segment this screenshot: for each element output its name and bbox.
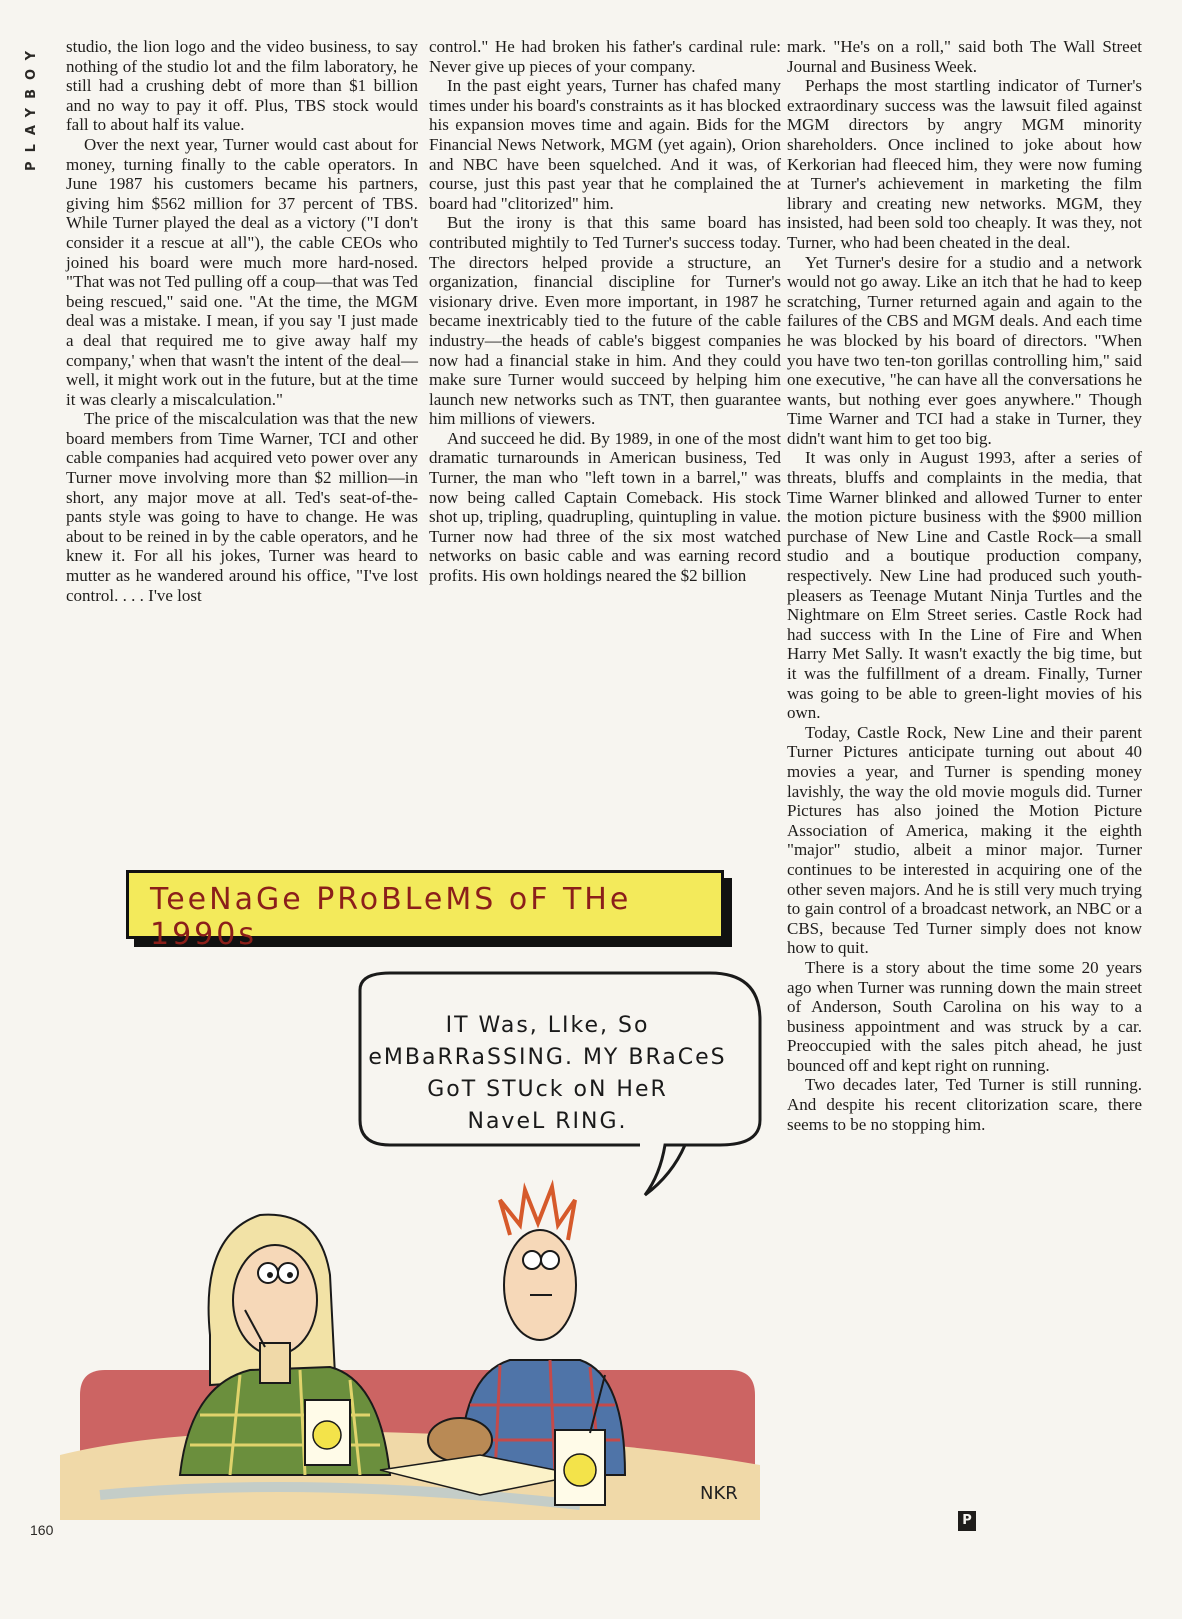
paragraph: But the irony is that this same board has contributed mightily to Ted Turner's success today. The directors helped provide a structure, an organization, financial discipline for Turner's visionary drive. Even more important, in 1987 he became inextricably tied to the future of the cable industry—the heads of cable's biggest companies now had a financial stake in him. And they could make sure Turner would succeed by helping him launch new networks such as TNT, then guarantee him millions of viewers. <box>429 213 781 429</box>
masthead-label: PLAYBOY <box>24 42 39 171</box>
speech-bubble-text <box>355 1010 740 1138</box>
cartoon-title: TeeNaGe PRoBLeMS oF THe 1990s <box>150 882 632 952</box>
article-column-2 <box>429 37 781 586</box>
cartoon <box>60 855 770 1520</box>
paragraph: The price of the miscalculation was that the new board members from Time Warner, TCI and other cable companies had acquired veto power over any Turner move involving more than $2 million—in short, any major move at all. Ted's seat-of-the-pants style was going to have to change. He was about to be reined in by the cable operators, and he knew it. For all his jokes, Turner was heard to mutter as he wandered around his office, "I've lost control. . . . I've lost <box>66 409 418 605</box>
speech-line: IT Was, LIke, So <box>445 1013 650 1038</box>
speech-line: eMBaRRaSSING. MY BRaCeS <box>368 1045 727 1070</box>
article-column-1 <box>66 37 418 605</box>
paragraph: And succeed he did. By 1989, in one of the most dramatic turnarounds in American business, Ted Turner, the man who "left town in a barrel," was now being called Captain Comeback. His stock shot up, tripling, quadrupling, quintupling in value. Turner now had three of the six most watched networks on basic cable and was earning record profits. His own holdings neared the $2 billion <box>429 428 781 586</box>
paragraph: mark. "He's on a roll," said both The Wall Street Journal and Business Week. <box>787 37 1142 76</box>
paragraph: There is a story about the time some 20 years ago when Turner was running down the main street of Anderson, South Carolina on his way to a business appointment and was struck by a car. Preoccupied with the sales pitch ahead, he just bounced off and kept right on running. <box>787 957 1142 1075</box>
article-column-3 <box>787 37 1142 1134</box>
paragraph: Today, Castle Rock, New Line and their parent Turner Pictures anticipate turning out about 40 movies a year, and Turner is spending money lavishly, the way the old movie moguls did. Turner Pictures has also joined the Motion Picture Association of America, making it the eighth "major" studio, albeit a minor major. Turner continues to be interested in acquiring one of the other seven majors. And he is still very much trying to gain control of a broadcast network, an NBC or a CBS, because Ted Turner simply does not know how to quit. <box>787 722 1142 958</box>
cartoon-illustration <box>60 855 770 1520</box>
page-number: 160 <box>30 1522 54 1538</box>
paragraph: Two decades later, Ted Turner is still running. And despite his recent clitorization scare, there seems to be no stopping him. <box>787 1075 1142 1134</box>
paragraph: It was only in August 1993, after a series of threats, bluffs and complaints in the media, that Time Warner blinked and allowed Turner to enter the motion picture business with the $900 million purchase of New Line and Castle Rock—a small studio and a boutique production company, respectively. New Line had produced such youth-pleasers as Teenage Mutant Ninja Turtles and the Nightmare on Elm Street series. Castle Rock had had success with In the Line of Fire and When Harry Met Sally. It wasn't exactly the big time, but it was the fulfillment of a dream. Finally, Turner was going to be able to green-light movies of his own. <box>787 448 1142 723</box>
paragraph: Perhaps the most startling indicator of Turner's extraordinary success was the lawsuit filed against MGM directors by angry MGM minority shareholders. Once inclined to joke about how Kerkorian had fleeced him, they were now fuming at Turner's achievement in marketing the film library and creating new networks. MGM, they insisted, had been sold too cheaply. It was they, not Turner, who had been cheated in the deal. <box>787 76 1142 252</box>
speech-line: NaveL RING. <box>467 1109 628 1134</box>
paragraph: In the past eight years, Turner has chafed many times under his board's constraints as it has blocked his expansion moves time and again. Bids for the Financial News Network, MGM (yet again), Orion and NBC have been squelched. And it was, of course, just this past year that he complained the board had "clitorized" him. <box>429 76 781 213</box>
paragraph: control." He had broken his father's cardinal rule: Never give up pieces of your company. <box>429 37 781 76</box>
paragraph: studio, the lion logo and the video business, to say nothing of the studio lot and the film laboratory, he still had a crushing debt of more than $1 billion and no way to pay it off. Plus, TBS stock would fall to about half its value. <box>66 37 418 135</box>
cartoonist-signature: NKR <box>700 1483 738 1504</box>
speech-line: GoT STUck oN HeR <box>427 1077 668 1102</box>
paragraph: Over the next year, Turner would cast about for money, turning finally to the cable operators. In June 1987 his customers became his partners, giving him $562 million for 37 percent of TBS. While Turner played the deal as a victory ("I don't consider it a rescue at all"), the cable CEOs who joined his board were much more hard-nosed. "That was not Ted pulling off a coup—that was Ted being rescued," said one. "At the time, the MGM deal was a mistake. I mean, if you say 'I just made a deal that required me to give away half my company,' when that wasn't the intent of the deal—well, it might work out in the future, but at the time it was clearly a miscalculation." <box>66 134 418 409</box>
end-mark-icon: P <box>958 1511 976 1531</box>
paragraph: Yet Turner's desire for a studio and a network would not go away. Like an itch that he had to keep scratching, Turner returned again and again to the failures of the CBS and MGM deals. And each time he was blocked by his board of directors. "When you have two ten-ton gorillas controlling him," said one executive, "he can have all the conversations he wants, but nothing ever goes anywhere." Though Time Warner and TCI had a stake in Turner, they didn't want him to get too big. <box>787 252 1142 448</box>
